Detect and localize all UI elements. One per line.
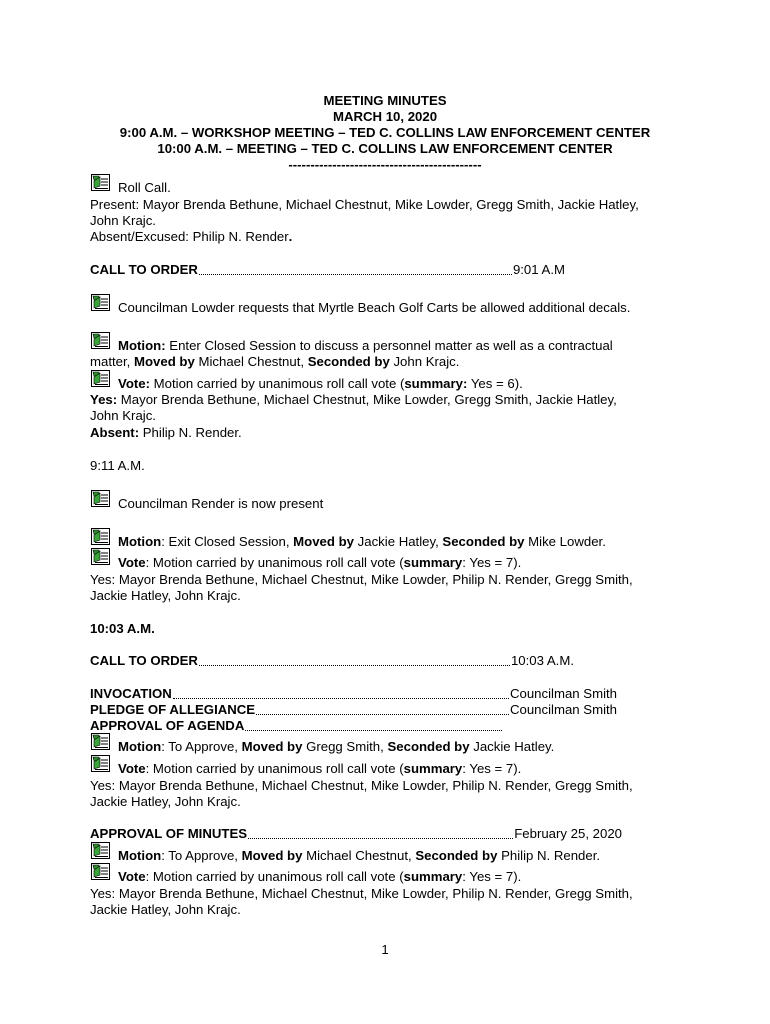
roll-call-absent: Absent/Excused: Philip N. Render. xyxy=(90,229,293,244)
note-attachment-icon[interactable] xyxy=(91,294,110,311)
exit-session-yes: Yes: Mayor Brenda Bethune, Michael Chestnut, Mike Lowder, Philip N. Render, Gregg Smith, xyxy=(90,572,633,587)
dot-leader xyxy=(256,702,509,715)
golf-carts-note: Councilman Lowder requests that Myrtle Beach Golf Carts be allowed additional decals. xyxy=(118,300,631,315)
exit-session-vote: Vote: Motion carried by unanimous roll call vote (summary: Yes = 7). xyxy=(118,555,522,570)
dot-leader xyxy=(199,653,510,666)
doc-date: MARCH 10, 2020 xyxy=(332,109,438,124)
closed-session-yes: Yes: Mayor Brenda Bethune, Michael Chestnut, Mike Lowder, Gregg Smith, Jackie Hatley, xyxy=(90,392,617,407)
agenda-row xyxy=(90,718,503,734)
note-attachment-icon[interactable] xyxy=(91,332,110,349)
agenda-yes: Yes: Mayor Brenda Bethune, Michael Chestnut, Mike Lowder, Philip N. Render, Gregg Smith, xyxy=(90,778,633,793)
note-attachment-icon[interactable] xyxy=(91,370,110,387)
agenda-label: APPROVAL OF AGENDA xyxy=(90,718,245,733)
call-to-order-time: 10:03 A.M. xyxy=(510,653,574,668)
note-attachment-icon[interactable] xyxy=(91,174,110,191)
closed-session-vote: Vote: Motion carried by unanimous roll call vote (summary: Yes = 6). xyxy=(118,376,523,391)
dot-leader xyxy=(245,718,502,731)
invocation-label: INVOCATION xyxy=(90,686,172,701)
note-attachment-icon[interactable] xyxy=(91,490,110,507)
invocation-value: Councilman Smith xyxy=(509,686,617,701)
minutes-yes-cont: Jackie Hatley, John Krajc. xyxy=(90,902,241,917)
closed-session-motion: Motion: Enter Closed Session to discuss a personnel matter as well as a contractual xyxy=(118,338,613,353)
call-to-order-row xyxy=(90,262,565,278)
note-attachment-icon[interactable] xyxy=(91,528,110,545)
agenda-yes-cont: Jackie Hatley, John Krajc. xyxy=(90,794,241,809)
dot-leader xyxy=(199,262,512,275)
minutes-yes: Yes: Mayor Brenda Bethune, Michael Chestnut, Mike Lowder, Philip N. Render, Gregg Smith, xyxy=(90,886,633,901)
closed-session-yes-cont: John Krajc. xyxy=(90,408,156,423)
call-to-order-label: CALL TO ORDER xyxy=(90,653,198,668)
agenda-vote: Vote: Motion carried by unanimous roll call vote (summary: Yes = 7). xyxy=(118,761,522,776)
time-stamp: 9:11 A.M. xyxy=(90,458,145,473)
minutes-date: February 25, 2020 xyxy=(514,826,622,841)
minutes-motion: Motion: To Approve, Moved by Michael Chestnut, Seconded by Philip N. Render. xyxy=(118,848,601,863)
header-rule: -------------------------------------------- xyxy=(288,157,482,172)
invocation-row xyxy=(90,686,617,702)
minutes-vote: Vote: Motion carried by unanimous roll call vote (summary: Yes = 7). xyxy=(118,869,522,884)
note-attachment-icon[interactable] xyxy=(91,733,110,750)
call-to-order-row xyxy=(90,653,574,669)
note-attachment-icon[interactable] xyxy=(91,863,110,880)
roll-call-present: Present: Mayor Brenda Bethune, Michael Chestnut, Mike Lowder, Gregg Smith, Jackie Hatley, xyxy=(90,197,639,212)
document-header xyxy=(0,93,770,173)
workshop-line: 9:00 A.M. – WORKSHOP MEETING – TED C. COLLINS LAW ENFORCEMENT CENTER xyxy=(119,125,651,140)
roll-call-label: Roll Call. xyxy=(118,180,171,195)
pledge-label: PLEDGE OF ALLEGIANCE xyxy=(90,702,256,717)
render-present-note: Councilman Render is now present xyxy=(118,496,324,511)
agenda-motion: Motion: To Approve, Moved by Gregg Smith, Seconded by Jackie Hatley. xyxy=(118,739,555,754)
note-attachment-icon[interactable] xyxy=(91,842,110,859)
closed-session-movers: matter, Moved by Michael Chestnut, Seconded by John Krajc. xyxy=(90,354,460,369)
exit-session-motion: Motion: Exit Closed Session, Moved by Jackie Hatley, Seconded by Mike Lowder. xyxy=(118,534,606,549)
exit-session-yes-cont: Jackie Hatley, John Krajc. xyxy=(90,588,241,603)
closed-session-absent: Absent: Philip N. Render. xyxy=(90,425,242,440)
minutes-row xyxy=(90,826,622,842)
call-to-order-time: 9:01 A.M xyxy=(512,262,565,277)
doc-title: MEETING MINUTES xyxy=(323,93,447,108)
time-stamp: 10:03 A.M. xyxy=(90,621,155,636)
meeting-line: 10:00 A.M. – MEETING – TED C. COLLINS LAW ENFORCEMENT CENTER xyxy=(157,141,613,156)
pledge-value: Councilman Smith xyxy=(509,702,617,717)
roll-call-present-cont: John Krajc. xyxy=(90,213,156,228)
dot-leader xyxy=(173,686,509,699)
note-attachment-icon[interactable] xyxy=(91,755,110,772)
call-to-order-label: CALL TO ORDER xyxy=(90,262,198,277)
minutes-label: APPROVAL OF MINUTES xyxy=(90,826,248,841)
note-attachment-icon[interactable] xyxy=(91,548,110,565)
dot-leader xyxy=(248,826,513,839)
page-number: 1 xyxy=(381,942,389,957)
pledge-row xyxy=(90,702,617,718)
